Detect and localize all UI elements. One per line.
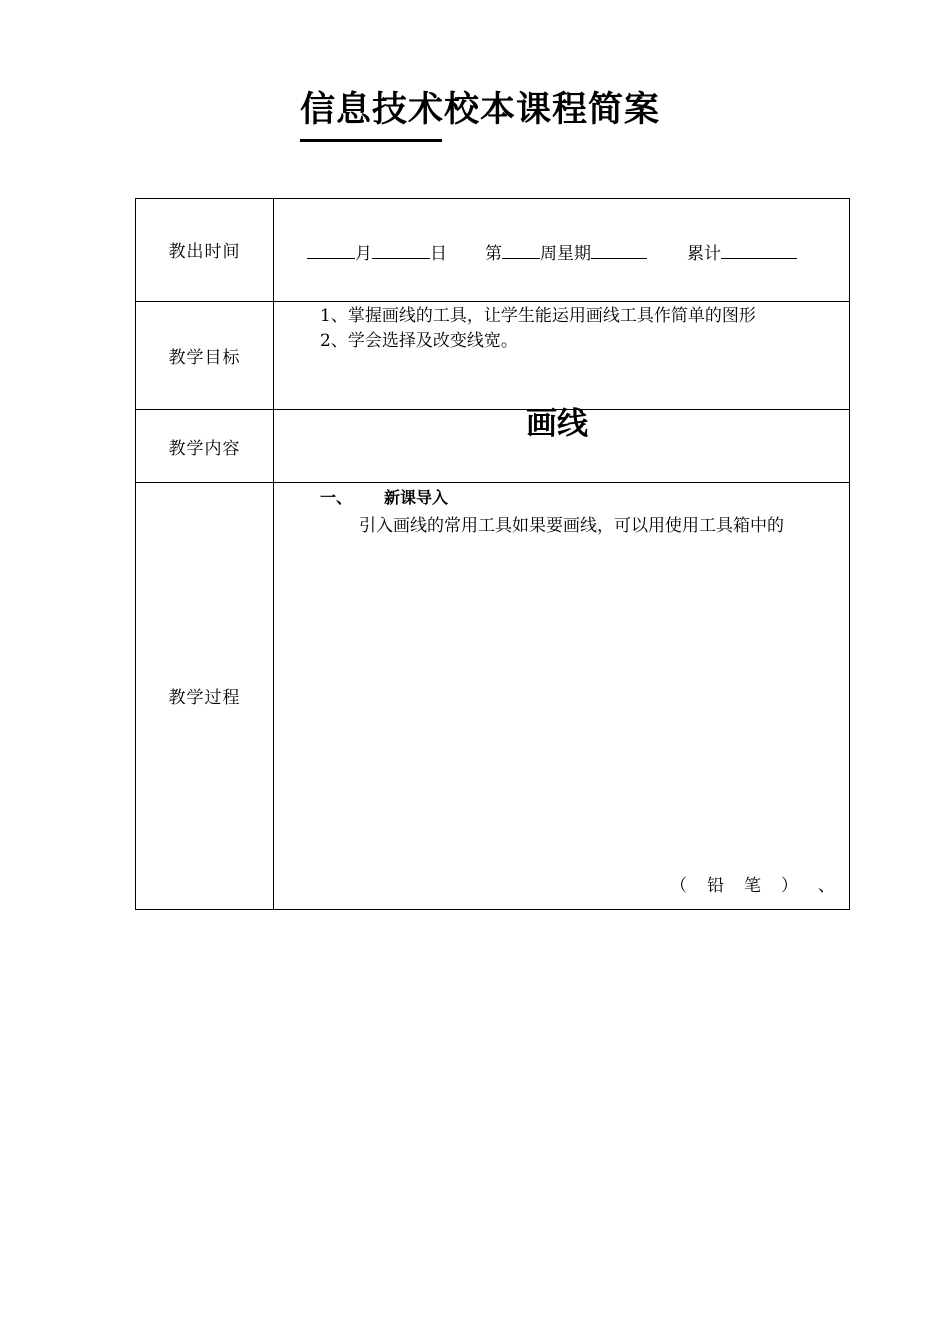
goal-label-cell xyxy=(136,301,274,410)
process-label-cell xyxy=(136,482,274,909)
process-row xyxy=(136,482,850,909)
day-text: 日 xyxy=(430,244,447,264)
process-paragraph: 引入画线的常用工具如果要画线，可以用使用工具箱中的 xyxy=(359,515,784,536)
cumulative-text: 累计 xyxy=(687,244,721,264)
process-tail xyxy=(650,871,835,896)
weekday-blank[interactable] xyxy=(591,242,647,259)
day-blank[interactable] xyxy=(372,242,430,259)
month-text: 月 xyxy=(355,244,372,264)
document-title: 信息技术校本课程简案 xyxy=(300,90,661,130)
lesson-plan-table xyxy=(135,198,850,910)
process-section-heading xyxy=(320,485,448,508)
tail-char-2: 笔 xyxy=(744,875,761,896)
tail-close-paren: ） xyxy=(781,875,798,896)
content-value-cell xyxy=(274,406,850,483)
goal-label: 教学目标 xyxy=(168,348,241,369)
content-row xyxy=(136,410,850,483)
month-blank[interactable] xyxy=(307,242,355,259)
content-label: 教学内容 xyxy=(168,438,241,459)
content-heading: 画线 xyxy=(526,406,588,443)
section-title: 新课导入 xyxy=(384,487,449,507)
time-fields xyxy=(307,239,797,264)
tail-comma: 、 xyxy=(818,875,835,896)
process-label: 教学过程 xyxy=(168,688,241,709)
week-suffix: 周星期 xyxy=(540,244,591,264)
cumulative-blank[interactable] xyxy=(721,242,797,259)
content-label-cell xyxy=(136,410,274,483)
goal-item-1: 1、掌握画线的工具，让学生能运用画线工具作简单的图形 xyxy=(320,305,756,326)
time-value-cell xyxy=(274,199,850,302)
time-label: 教出时间 xyxy=(168,242,241,263)
tail-char-1: 铅 xyxy=(707,875,724,896)
tail-open-paren: （ xyxy=(670,875,687,896)
week-blank[interactable] xyxy=(502,242,540,259)
goal-item-2: 2、学会选择及改变线宽。 xyxy=(320,330,518,351)
section-number: 一、 xyxy=(320,487,353,507)
time-row xyxy=(136,199,850,302)
title-underline xyxy=(300,139,442,142)
process-value-cell xyxy=(274,482,850,909)
week-prefix: 第 xyxy=(485,244,502,264)
goal-value-cell xyxy=(274,301,850,410)
goal-row xyxy=(136,301,850,410)
goal-list xyxy=(320,304,756,354)
time-label-cell xyxy=(136,199,274,302)
